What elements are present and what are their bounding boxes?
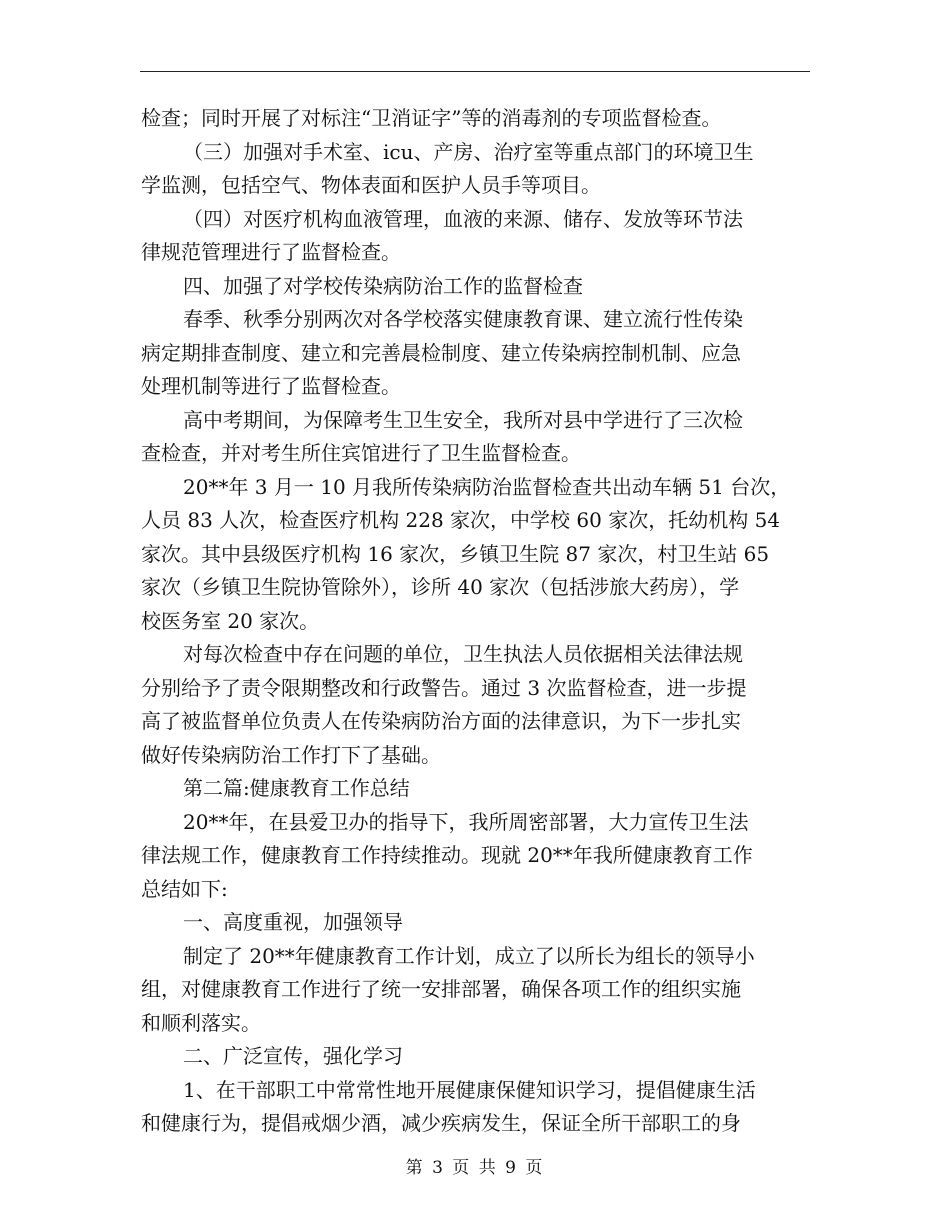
text-line: 高中考期间，为保障考生卫生安全，我所对县中学进行了三次检 (183, 407, 743, 432)
text-line: 分别给予了责令限期整改和行政警告。通过 3 次监督检查，进一步提 (141, 675, 747, 700)
text-line: 查检查，并对考生所住宾馆进行了卫生监督检查。 (141, 441, 581, 465)
text-line: 家次（乡镇卫生院协管除外），诊所 40 家次（包括涉旅大药房），学 (141, 575, 740, 599)
header-rule (140, 71, 810, 72)
page-footer: 第 3 页 共 9 页 (405, 1158, 545, 1178)
text-line: 学监测，包括空气、物体表面和医护人员手等项目。 (141, 173, 601, 197)
text-line: 二、广泛宣传，强化学习 (183, 1044, 403, 1068)
text-line: 对每次检查中存在问题的单位，卫生执法人员依据相关法律法规 (183, 642, 743, 666)
text-line: 高了被监督单位负责人在传染病防治方面的法律意识，为下一步扎实 (141, 709, 741, 733)
text-line: （三）加强对手术室、icu、产房、治疗室等重点部门的环境卫生 (183, 139, 754, 164)
text-line: 总结如下: (141, 876, 228, 901)
text-line: 和顺利落实。 (141, 1010, 261, 1035)
text-line: 校医务室 20 家次。 (141, 608, 320, 633)
text-line: 家次。其中县级医疗机构 16 家次，乡镇卫生院 87 家次，村卫生站 65 (141, 541, 770, 566)
text-line: 春季、秋季分别两次对各学校落实健康教育课、建立流行性传染 (183, 307, 743, 331)
text-line: 20**年，在县爱卫办的指导下，我所周密部署，大力宣传卫生法 (183, 809, 749, 834)
text-line: 一、高度重视，加强领导 (183, 910, 403, 934)
text-line: 第二篇:健康教育工作总结 (183, 776, 410, 800)
text-line: 四、加强了对学校传染病防治工作的监督检查 (183, 273, 583, 298)
text-line: 律规范管理进行了监督检查。 (141, 240, 401, 264)
text-line: 组，对健康教育工作进行了统一安排部署，确保各项工作的组织实施 (141, 977, 741, 1001)
document-body (141, 102, 813, 1141)
text-line: 病定期排查制度、建立和完善晨检制度、建立传染病控制机制、应急 (141, 340, 741, 365)
text-line: 律法规工作，健康教育工作持续推动。现就 20**年我所健康教育工作 (141, 843, 753, 867)
text-line: 20**年 3 月一 10 月我所传染病防治监督检查共出动车辆 51 台次， (183, 474, 791, 499)
text-line: 和健康行为，提倡戒烟少酒，减少疾病发生，保证全所干部职工的身 (141, 1111, 741, 1135)
text-line: 制定了 20**年健康教育工作计划，成立了以所长为组长的领导小 (183, 943, 755, 968)
text-line: 人员 83 人次，检查医疗机构 228 家次，中学校 60 家次，托幼机构 54 (141, 508, 781, 532)
text-line: 做好传染病防治工作打下了基础。 (141, 742, 441, 767)
text-line: （四）对医疗机构血液管理，血液的来源、储存、发放等环节法 (183, 206, 743, 231)
text-line: 检查；同时开展了对标注“卫消证字”等的消毒剂的专项监督检查。 (141, 106, 722, 130)
text-line: 处理机制等进行了监督检查。 (141, 374, 401, 398)
text-line: 1、在干部职工中常常性地开展健康保健知识学习，提倡健康生活 (183, 1077, 756, 1102)
